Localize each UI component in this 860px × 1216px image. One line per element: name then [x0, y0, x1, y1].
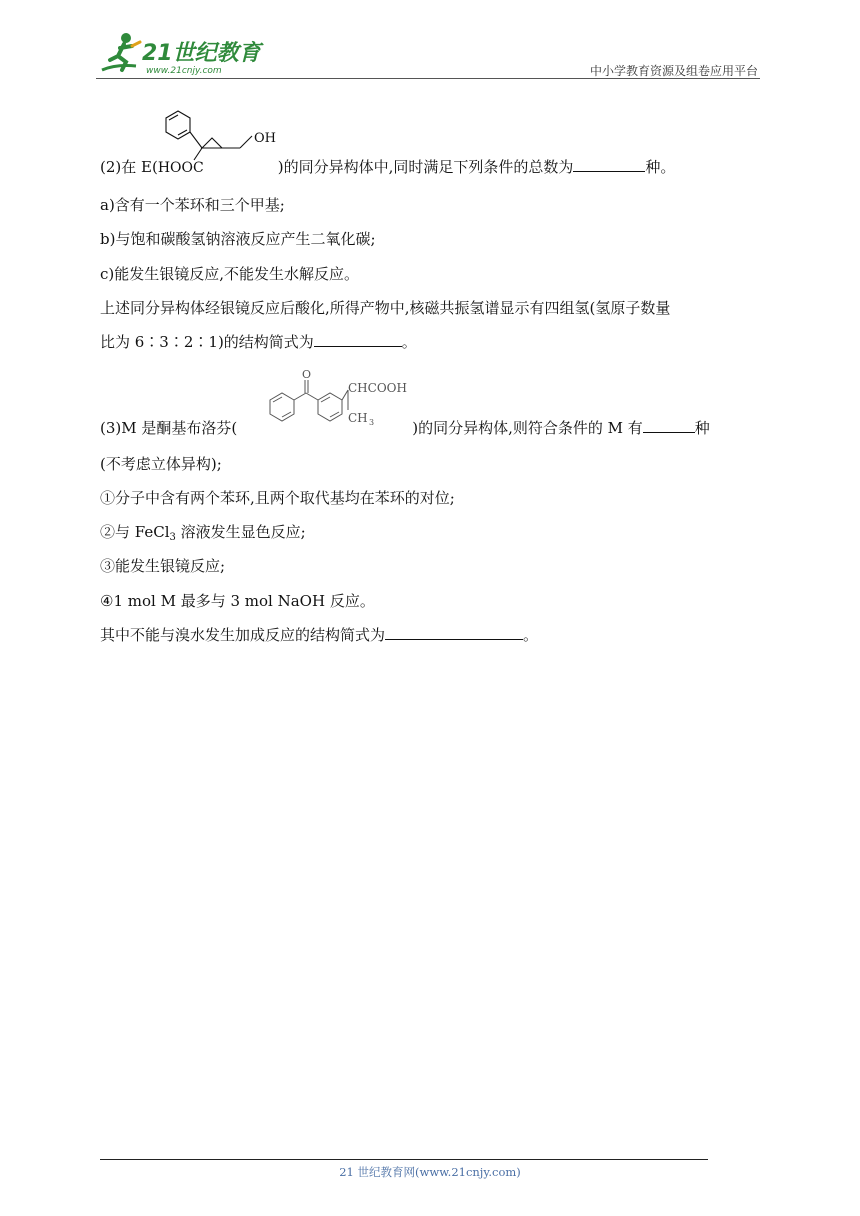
q3-condition-1: ①分子中含有两个苯环,且两个取代基均在苯环的对位;: [100, 489, 455, 507]
q3-prefix: (3)M 是酮基布洛芬(: [100, 419, 238, 437]
q3-condition-2-text: ②与 FeCl: [100, 523, 170, 541]
q2-unit: 种。: [645, 158, 676, 176]
q3-note: (不考虑立体异构);: [100, 455, 222, 473]
q3-last-text: 其中不能与溴水发生加成反应的结构简式为: [100, 626, 386, 644]
q2-condition-c: c)能发生银镜反应,不能发生水解反应。: [100, 265, 360, 283]
q3-condition-2: [100, 522, 306, 548]
svg-text:CHCOOH: CHCOOH: [348, 381, 407, 395]
hooc-label: HOOC: [157, 160, 204, 176]
q2-line2-text: 比为 6∶3∶2∶1)的结构简式为: [100, 333, 314, 351]
q3-suffix: )的同分异构体,则符合条件的 M 有: [412, 419, 643, 437]
q2-stem: [100, 157, 675, 178]
q3-unit: 种: [694, 419, 710, 437]
footer-text: 21 世纪教育网(www.21cnjy.com): [339, 1165, 521, 1179]
svg-text:www.21cnjy.com: www.21cnjy.com: [146, 66, 222, 76]
q2-line2-end: 。: [401, 333, 417, 351]
q2-line1: 上述同分异构体经银镜反应后酸化,所得产物中,核磁共振氢谱显示有四组氢(氢原子数量: [100, 299, 671, 317]
platform-name: 中小学教育资源及组卷应用平台: [589, 64, 758, 78]
header-divider: [96, 78, 760, 79]
q2-suffix: )的同分异构体中,同时满足下列条件的总数为: [277, 158, 574, 176]
q2-structure-blank[interactable]: [314, 332, 402, 347]
q2-line2: [100, 332, 417, 352]
site-logo: [96, 30, 266, 76]
svg-text:3: 3: [369, 418, 375, 427]
q3-condition-3: ③能发生银镜反应;: [100, 557, 226, 575]
q3-condition-2-rest: 溶液发生显色反应;: [175, 523, 306, 541]
page-header: [96, 30, 760, 78]
q3-count-blank[interactable]: [643, 418, 695, 433]
q3-structure-blank[interactable]: [385, 625, 523, 640]
svg-text:21世纪教育: 21世纪教育: [142, 41, 261, 66]
svg-text:CH: CH: [348, 411, 368, 425]
svg-text:OH: OH: [254, 131, 276, 146]
q2-condition-a: a)含有一个苯环和三个甲基;: [100, 196, 285, 214]
subscript: 3: [169, 532, 176, 543]
q3-condition-4: ④1 mol M 最多与 3 mol NaOH 反应。: [100, 592, 375, 610]
q3-last-end: 。: [523, 626, 539, 644]
q2-condition-b: b)与饱和碳酸氢钠溶液反应产生二氧化碳;: [100, 230, 376, 248]
q3-last-line: [100, 625, 538, 645]
q2-prefix: (2)在 E(: [100, 158, 158, 176]
footer-divider: [100, 1159, 708, 1160]
svg-text:O: O: [302, 368, 312, 381]
q2-answer-blank[interactable]: [573, 157, 645, 172]
q3-stem: [100, 418, 710, 438]
